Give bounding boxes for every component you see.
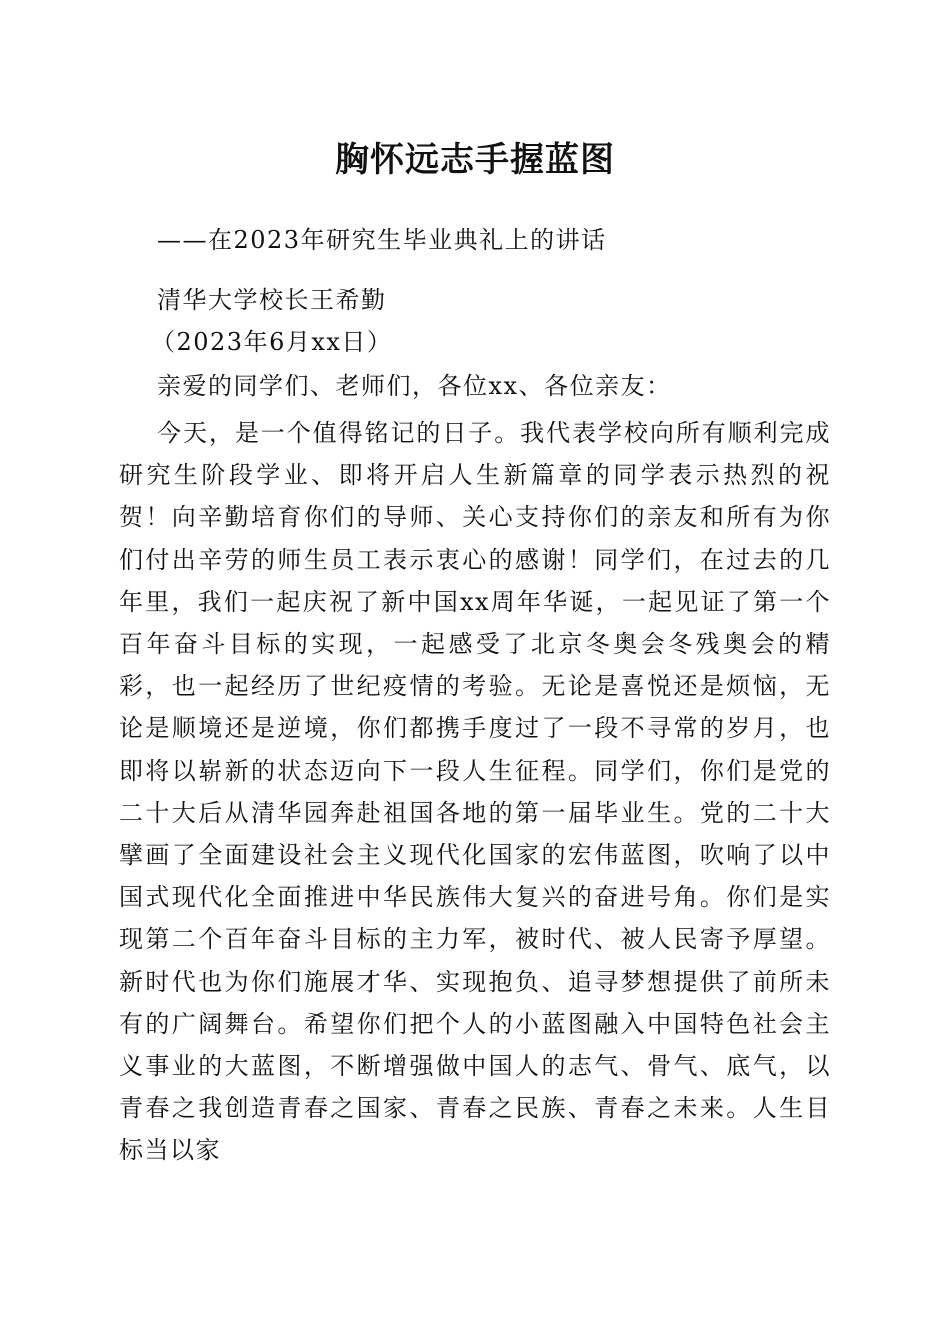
salutation: 亲爱的同学们、老师们，各位xx、各位亲友： (157, 372, 672, 400)
document-author: 清华大学校长王希勤 (157, 286, 387, 314)
document-subtitle: ——在2023年研究生毕业典礼上的讲话 (157, 226, 607, 254)
body-paragraph: 今天，是一个值得铭记的日子。我代表学校向所有顺利完成研究生阶段学业、即将开启人生新篇章的同学表示热烈的祝贺！向辛勤培育你们的导师、关心支持你们的亲友和所有为你们付出辛劳的师生员工表示衷心的感谢！同学们，在过去的几年里，我们一起庆祝了新中国xx周年华诞，一起见证了第一个百年奋斗目标的实现，一起感受了北京冬奥会冬残奥会的精彩，也一起经历了世纪疫情的考验。无论是喜悦还是烦恼，无论是顺境还是逆境，你们都携手度过了一段不寻常的岁月，也即将以崭新的状态迈向下一段人生征程。同学们，你们是党的二十大后从清华园奔赴祖国各地的第一届毕业生。党的二十大擘画了全面建设社会主义现代化国家的宏伟蓝图，吹响了以中国式现代化全面推进中华民族伟大复兴的奋进号角。你们是实现第二个百年奋斗目标的主力军，被时代、被人民寄予厚望。新时代也为你们施展才华、实现抱负、追寻梦想提供了前所未有的广阔舞台。希望你们把个人的小蓝图融入中国特色社会主义事业的大蓝图，不断增强做中国人的志气、骨气、底气，以青春之我创造青春之国家、青春之民族、青春之未来。人生目标当以家 (119, 419, 831, 1165)
document-date: （2023年6月xx日） (151, 328, 393, 356)
document-title: 胸怀远志手握蓝图 (335, 140, 615, 180)
